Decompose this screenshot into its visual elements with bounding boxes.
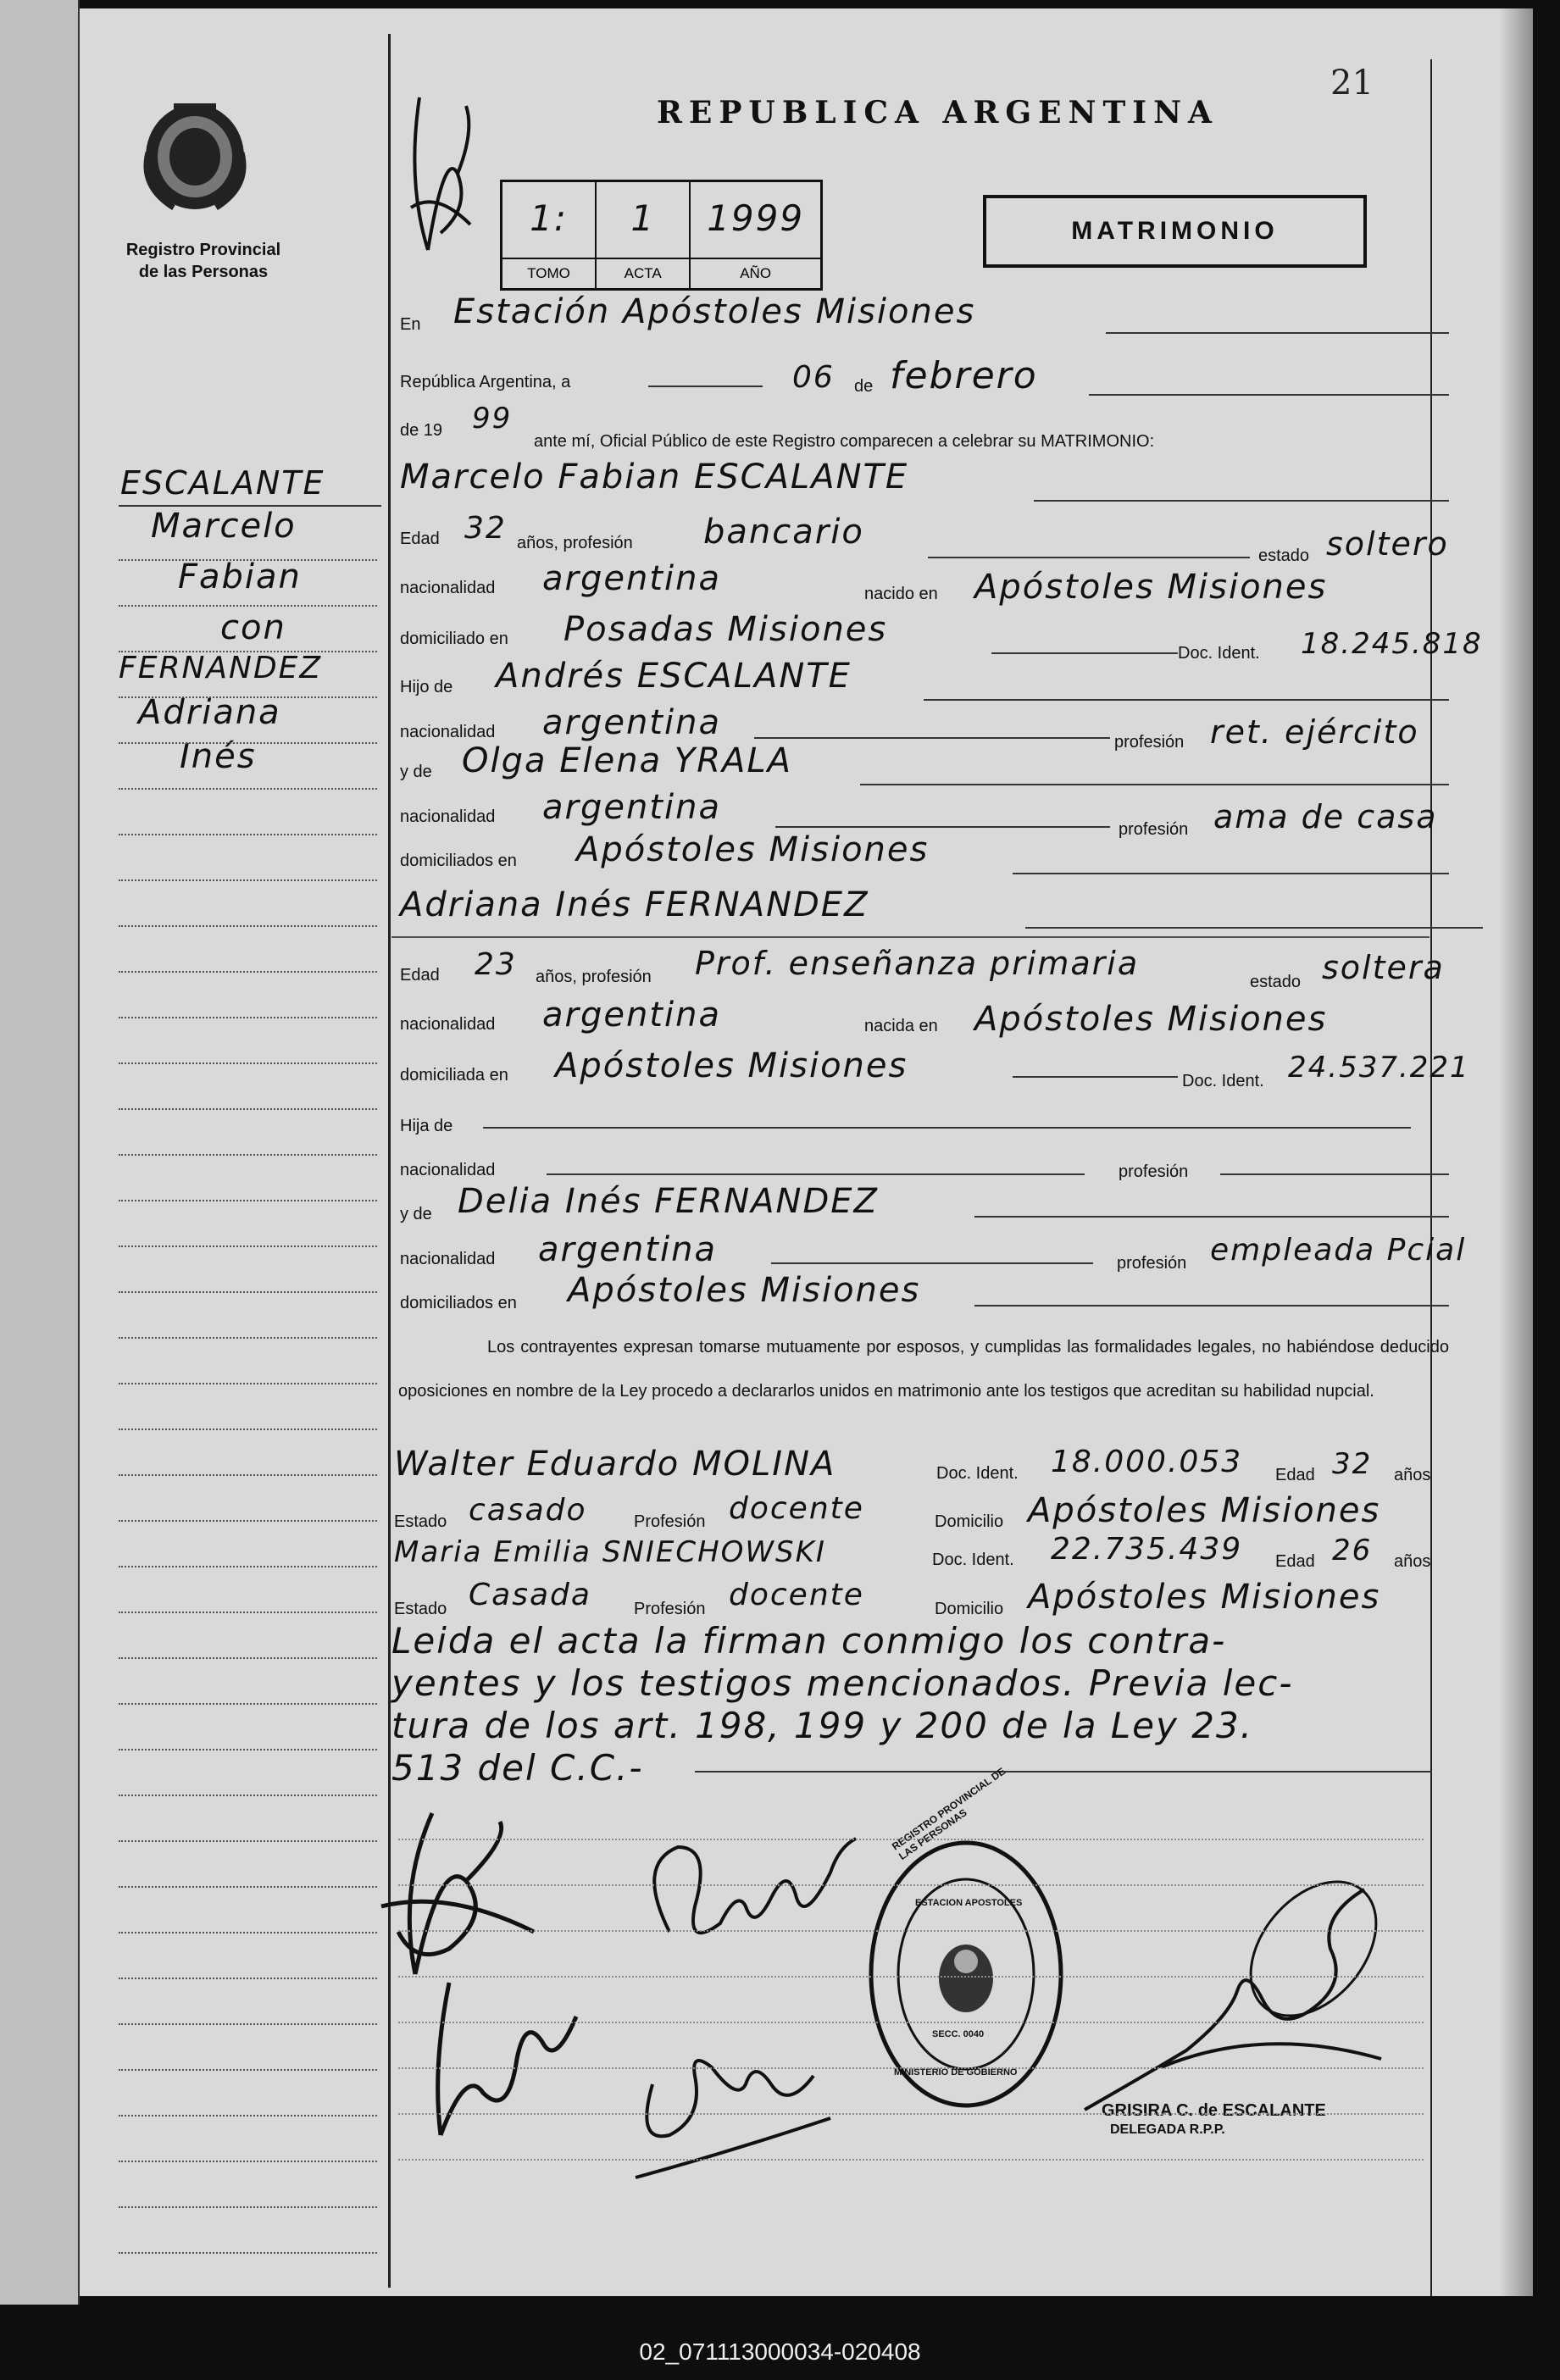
day-line-a — [648, 386, 763, 387]
registry-line-1: Registro Provincial — [125, 241, 281, 259]
tomo-label: TOMO — [502, 258, 595, 288]
closing-line-4: 513 del C.C.- — [391, 1747, 644, 1789]
bride-estado-label: estado — [1250, 973, 1302, 991]
witness2-doc: 22.735.439 — [1051, 1532, 1243, 1567]
groom-father: Andrés ESCALANTE — [496, 657, 852, 696]
year-suffix: 99 — [472, 402, 513, 436]
bride-residence: Apóstoles Misiones — [555, 1046, 908, 1085]
bride-mother-nat: argentina — [538, 1230, 717, 1269]
margin-dotted-line — [119, 1383, 377, 1384]
bride-father-line — [483, 1127, 1411, 1129]
witness1-prof-label: Profesión — [634, 1512, 706, 1531]
officer-signature-icon — [1059, 1856, 1432, 2135]
bride-birthplace: Apóstoles Misiones — [974, 1000, 1328, 1039]
groom-father-nat-label: nacionalidad — [400, 723, 496, 741]
margin-dotted-line — [119, 834, 377, 835]
bride-section-line — [391, 936, 1430, 938]
bride-parents-dom: Apóstoles Misiones — [568, 1271, 921, 1310]
margin-dotted-line — [119, 1108, 377, 1110]
margin-dotted-line — [119, 2115, 377, 2116]
bride-edad-label: Edad — [400, 966, 440, 985]
bride-father-nat-line — [547, 1173, 1085, 1175]
margin-given-3: Adriana — [138, 693, 281, 732]
margin-given-1: Marcelo — [151, 507, 297, 546]
groom-doc: 18.245.818 — [1301, 627, 1483, 661]
margin-dotted-line — [119, 1932, 377, 1933]
bride-dom-label: domiciliada en — [400, 1066, 508, 1085]
groom-anios-label: años, profesión — [517, 534, 633, 552]
en-label: En — [400, 315, 421, 334]
groom-mother-prof-label: profesión — [1119, 820, 1189, 839]
groom-edad-label: Edad — [400, 530, 440, 548]
witness2-doc-label: Doc. Ident. — [932, 1551, 1014, 1569]
groom-father-prof: ret. ejército — [1210, 713, 1419, 751]
bride-anios-label: años, profesión — [536, 968, 652, 986]
closing-line-2: yentes y los testigos mencionados. Previa lec- — [391, 1662, 1294, 1704]
bride-mother: Delia Inés FERNANDEZ — [458, 1182, 879, 1221]
margin-dotted-line — [119, 1474, 377, 1476]
bride-parents-dom-label: domiciliados en — [400, 1294, 517, 1312]
registry-name — [102, 239, 305, 283]
witness1-profession: docente — [729, 1491, 864, 1526]
margin-dotted-line — [119, 2252, 377, 2254]
month-line — [1089, 394, 1449, 396]
stamp-inner-text: ESTACION APOSTOLES — [915, 1898, 1023, 1908]
witness2-anios-label: años — [1394, 1552, 1431, 1571]
margin-dotted-line — [119, 559, 377, 561]
bride-yde-label: y de — [400, 1205, 432, 1223]
signature-dotted-line — [398, 2022, 1424, 2023]
groom-mother-prof: ama de casa — [1213, 798, 1438, 835]
bride-father-prof-line — [1220, 1173, 1449, 1175]
registry-line-2: de las Personas — [138, 263, 269, 281]
witness2-estado-label: Estado — [394, 1600, 447, 1618]
bride-mother-nat-line — [771, 1262, 1093, 1264]
margin-given-4: Inés — [180, 737, 257, 776]
bride-nacida-label: nacida en — [864, 1017, 938, 1035]
closing-line-1: Leida el acta la firman conmigo los contra- — [391, 1620, 1227, 1662]
margin-dotted-line — [119, 1062, 377, 1064]
margin-dotted-line — [119, 1840, 377, 1842]
margin-dotted-line — [119, 2023, 377, 2025]
margin-dotted-line — [119, 971, 377, 973]
witness1-name: Walter Eduardo MOLINA — [394, 1445, 836, 1484]
margin-dotted-line — [119, 2206, 377, 2208]
republica-label: República Argentina, a — [400, 373, 571, 391]
groom-dom-label: domiciliado en — [400, 630, 508, 648]
stamp-bottom-text: MINISTERIO DE GOBIERNO — [894, 2067, 1018, 2078]
groom-doc-label: Doc. Ident. — [1178, 644, 1260, 663]
margin-dotted-line — [119, 1337, 377, 1339]
acta-cell — [597, 182, 691, 288]
witness2-edad-label: Edad — [1275, 1552, 1315, 1571]
signature-dotted-line — [398, 2113, 1424, 2115]
witness1-age: 32 — [1332, 1447, 1373, 1481]
margin-surname-groom: ESCALANTE — [120, 464, 325, 502]
margin-dotted-line — [119, 1017, 377, 1018]
groom-nationality: argentina — [542, 559, 721, 598]
page-shadow — [1499, 8, 1533, 2296]
stamp-ring-text: REGISTRO PROVINCIAL DE LAS PERSONAS — [890, 1765, 1008, 1862]
margin-dotted-line — [119, 2161, 377, 2162]
tomo-value: 1: — [530, 197, 568, 239]
margin-dotted-line — [119, 1154, 377, 1156]
groom-mother-nat-label: nacionalidad — [400, 807, 496, 826]
bride-hija-label: Hija de — [400, 1117, 453, 1135]
groom-status: soltero — [1326, 525, 1449, 563]
groom-parents-dom: Apóstoles Misiones — [576, 830, 930, 869]
intro-text: ante mí, Oficial Público de este Registro comparecen a celebrar su MATRIMONIO: — [534, 432, 1155, 451]
groom-name: Marcelo Fabian ESCALANTE — [400, 458, 909, 497]
groom-father-line — [924, 699, 1449, 701]
margin-dotted-line — [119, 1749, 377, 1750]
margin-dotted-line — [119, 1886, 377, 1888]
acta-label: ACTA — [597, 258, 689, 288]
witness1-signature-icon — [407, 1966, 593, 2144]
groom-birthplace: Apóstoles Misiones — [974, 568, 1328, 607]
groom-profession: bancario — [703, 513, 864, 552]
groom-mother-nat: argentina — [542, 788, 721, 827]
margin-dotted-line — [119, 1703, 377, 1705]
bride-status: soltera — [1322, 949, 1445, 986]
anio-value: 1999 — [707, 197, 805, 239]
signature-dotted-line — [398, 1884, 1424, 1886]
groom-father-nat: argentina — [542, 703, 721, 742]
year-prefix: de 19 — [400, 421, 443, 440]
officer-name: GRISIRA C. de ESCALANTE — [1102, 2101, 1326, 2120]
bride-nationality: argentina — [542, 996, 721, 1035]
bride-age: 23 — [475, 947, 517, 982]
margin-dotted-line — [119, 1612, 377, 1613]
country-title: REPUBLICA ARGENTINA — [657, 95, 1219, 130]
anio-cell — [691, 182, 820, 288]
witness1-status: casado — [469, 1493, 587, 1528]
margin-dotted-line — [119, 1245, 377, 1247]
place-line — [1106, 332, 1449, 334]
witness2-prof-label: Profesión — [634, 1600, 706, 1618]
bride-profession: Prof. enseñanza primaria — [695, 945, 1140, 982]
record-type-box: MATRIMONIO — [983, 195, 1367, 268]
margin-dotted-line — [119, 1291, 377, 1293]
margin-dotted-line — [119, 651, 377, 652]
groom-mother: Olga Elena YRALA — [462, 741, 793, 780]
day-value: 06 — [792, 360, 835, 395]
closing-line-underline — [695, 1771, 1432, 1773]
initials-signature-icon — [394, 80, 487, 267]
bride-name: Adriana Inés FERNANDEZ — [400, 885, 869, 924]
groom-dom-line — [991, 652, 1178, 654]
witness1-estado-label: Estado — [394, 1512, 447, 1531]
margin-given-2: Fabian — [178, 558, 302, 596]
margin-dotted-line — [119, 1429, 377, 1430]
groom-nacido-label: nacido en — [864, 585, 938, 603]
witness2-name: Maria Emilia SNIECHOWSKI — [394, 1535, 826, 1569]
margin-dotted-line — [119, 1657, 377, 1659]
margin-dotted-line — [119, 742, 377, 744]
margin-dotted-line — [119, 2069, 377, 2071]
margin-dotted-line — [119, 696, 377, 698]
acta-value: 1 — [630, 197, 656, 239]
declaration-text: Los contrayentes expresan tomarse mutuamente por esposos, y cumplidas las formalidades legales, no habiéndose deducido oposiciones en nombre de la Ley procedo a declararlos unidos en matrimonio ante los testigos que acreditan su habilidad nupcial. — [398, 1338, 1449, 1401]
signature-dotted-line — [398, 1930, 1424, 1932]
margin-dotted-line — [119, 1795, 377, 1796]
groom-parents-dom-label: domiciliados en — [400, 852, 517, 870]
witness1-edad-label: Edad — [1275, 1466, 1315, 1484]
witness1-anios-label: años — [1394, 1466, 1431, 1484]
groom-nat-label: nacionalidad — [400, 579, 496, 597]
bride-parents-dom-line — [974, 1305, 1449, 1307]
witness1-doc: 18.000.053 — [1051, 1445, 1243, 1479]
groom-mother-line — [860, 784, 1449, 785]
bride-father-prof-label: profesión — [1119, 1162, 1189, 1181]
closing-line-3: tura de los art. 198, 199 y 200 de la Ley 23. — [391, 1705, 1254, 1746]
witness2-profession: docente — [729, 1578, 864, 1612]
groom-prof-line — [928, 557, 1250, 558]
stamp-secc: SECC. 0040 — [932, 2029, 985, 2039]
witness2-residence: Apóstoles Misiones — [1028, 1578, 1381, 1617]
margin-dotted-line — [119, 1566, 377, 1567]
page-number: 21 — [1330, 64, 1374, 103]
margin-dotted-line — [119, 605, 377, 607]
de-label: de — [854, 377, 874, 396]
margin-surname-bride: FERNANDEZ — [119, 651, 323, 685]
witness2-dom-label: Domicilio — [935, 1600, 1004, 1618]
officer-title: DELEGADA R.P.P. — [1110, 2122, 1225, 2137]
margin-dotted-line — [119, 1200, 377, 1201]
bride-mother-line — [974, 1216, 1449, 1218]
groom-residence: Posadas Misiones — [563, 610, 888, 649]
tomo-cell — [502, 182, 597, 288]
groom-signature-icon — [364, 1805, 559, 1991]
book-edge — [0, 0, 80, 2305]
witness2-status: Casada — [469, 1578, 591, 1612]
witness2-signature-icon — [619, 2017, 839, 2186]
record-id-box — [500, 180, 823, 291]
witness2-age: 26 — [1332, 1534, 1373, 1567]
margin-dotted-line — [119, 925, 377, 927]
groom-age: 32 — [464, 511, 507, 546]
witness1-residence: Apóstoles Misiones — [1028, 1491, 1381, 1530]
place-value: Estación Apóstoles Misiones — [453, 292, 976, 331]
groom-estado-label: estado — [1258, 546, 1310, 565]
signature-dotted-line — [398, 2067, 1424, 2069]
groom-name-line — [1034, 500, 1449, 502]
provincial-seal-icon — [140, 93, 250, 220]
groom-father-nat-line — [754, 737, 1110, 739]
bride-nat-label: nacionalidad — [400, 1015, 496, 1034]
bride-doc-label: Doc. Ident. — [1182, 1072, 1264, 1090]
groom-mother-nat-line — [775, 826, 1110, 828]
bride-dom-line — [1013, 1076, 1178, 1078]
groom-hijo-label: Hijo de — [400, 678, 453, 696]
witness1-doc-label: Doc. Ident. — [936, 1464, 1019, 1483]
signature-dotted-line — [398, 1839, 1424, 1840]
bride-mother-nat-label: nacionalidad — [400, 1250, 496, 1268]
bride-mother-prof: empleada Pcial — [1210, 1233, 1467, 1268]
groom-parents-dom-line — [1013, 873, 1449, 874]
margin-con: con — [220, 608, 286, 647]
bride-doc: 24.537.221 — [1288, 1051, 1470, 1085]
margin-dotted-line — [119, 788, 377, 790]
month-value: febrero — [890, 354, 1038, 397]
footer-code: 02_071113000034-020408 — [639, 2338, 921, 2365]
witness1-dom-label: Domicilio — [935, 1512, 1004, 1531]
bride-mother-prof-label: profesión — [1117, 1254, 1187, 1273]
margin-dotted-line — [119, 1978, 377, 1979]
groom-father-prof-label: profesión — [1114, 733, 1185, 752]
anio-label: AÑO — [691, 258, 820, 288]
bride-father-nat-label: nacionalidad — [400, 1161, 496, 1179]
bride-name-line — [1025, 927, 1483, 929]
margin-dotted-line — [119, 1520, 377, 1522]
groom-yde-label: y de — [400, 763, 432, 781]
signature-dotted-line — [398, 1976, 1424, 1978]
margin-dotted-line — [119, 879, 377, 881]
signature-dotted-line — [398, 2159, 1424, 2161]
